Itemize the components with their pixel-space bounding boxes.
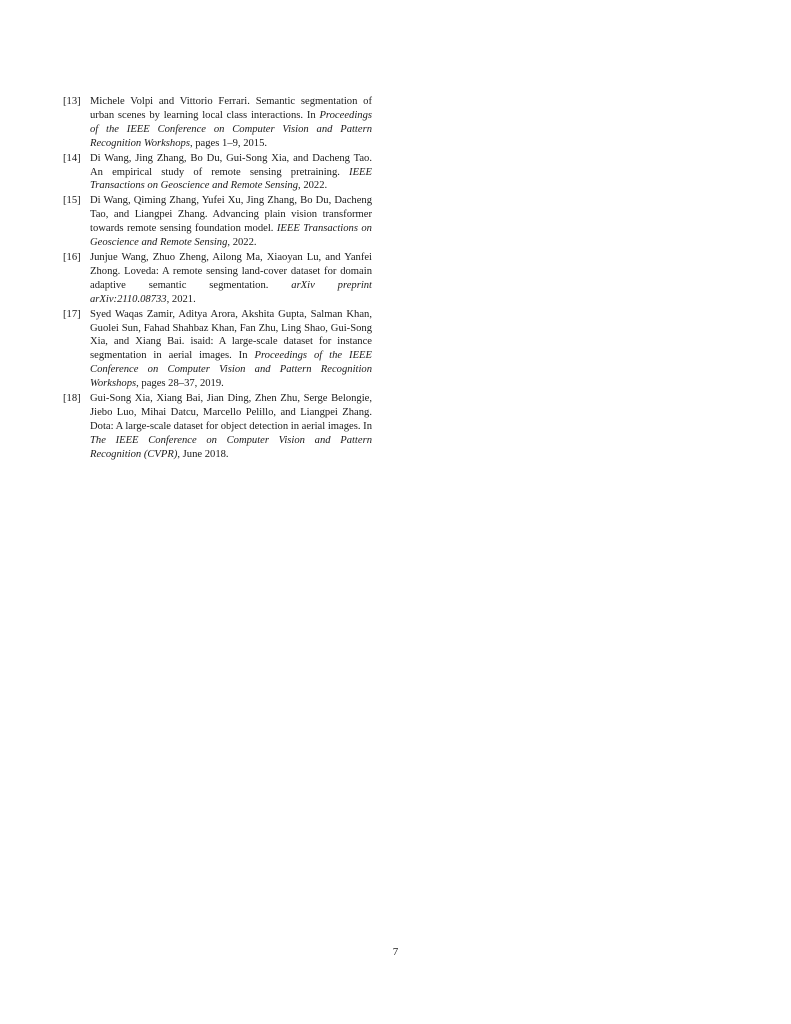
reference-text: Syed Waqas Zamir, Aditya Arora, Akshita Gupta, Salman Khan, Guolei Sun, Fahad Shahbaz Khan, Fan Zhu, Ling Shao, Gui-Song Xia, and Xiang Bai. isaid: A large-scale dataset for instance segmentation in aerial images. In — [90, 308, 372, 362]
reference-item — [63, 95, 372, 151]
reference-venue: IEEE Transactions on Geoscience and Remote Sensing — [90, 223, 372, 249]
reference-text: Junjue Wang, Zhuo Zheng, Ailong Ma, Xiaoyan Lu, and Yanfei Zhong. Loveda: A remote sensing land-cover dataset for domain adaptive semantic segmentation. — [90, 251, 372, 291]
reference-venue: IEEE Transactions on Geoscience and Remote Sensing — [90, 166, 372, 192]
reference-number: [15] — [63, 195, 81, 207]
reference-item — [63, 251, 372, 307]
reference-text: Di Wang, Jing Zhang, Bo Du, Gui-Song Xia, and Dacheng Tao. An empirical study of remote sensing pretraining. — [90, 152, 372, 178]
reference-item — [63, 152, 372, 194]
reference-venue: Proceedings of the IEEE Conference on Computer Vision and Pattern Recognition Workshops — [90, 109, 372, 149]
reference-text: Di Wang, Qiming Zhang, Yufei Xu, Jing Zhang, Bo Du, Dacheng Tao, and Liangpei Zhang. Advancing plain vision transformer towards remote sensing foundation model. — [90, 195, 372, 235]
reference-venue: Proceedings of the IEEE Conference on Computer Vision and Pattern Recognition Workshops — [90, 350, 372, 390]
reference-number: [17] — [63, 308, 81, 320]
reference-text: Gui-Song Xia, Xiang Bai, Jian Ding, Zhen Zhu, Serge Belongie, Jiebo Luo, Mihai Datcu, Marcello Pelillo, and Liangpei Zhang. Dota: A large-scale dataset for object detection in aerial images. In — [90, 393, 372, 432]
reference-venue: The IEEE Conference on Computer Vision and Pattern Recognition (CVPR) — [90, 434, 372, 460]
page-number: 7 — [392, 946, 399, 958]
reference-number: [16] — [63, 251, 81, 263]
reference-item — [63, 392, 372, 462]
reference-number: [13] — [63, 96, 81, 107]
reference-text: Michele Volpi and Vittorio Ferrari. Semantic segmentation of urban scenes by learning local class interactions. In — [90, 96, 372, 121]
reference-text: , 2021. — [166, 293, 196, 305]
reference-text: , pages 28–37, 2019. — [136, 378, 224, 390]
reference-text: , pages 1–9, 2015. — [189, 137, 268, 149]
reference-text: , 2022. — [227, 237, 257, 249]
reference-number: [18] — [63, 393, 81, 405]
reference-venue: arXiv preprint arXiv:2110.08733 — [90, 279, 372, 305]
reference-number: [14] — [63, 152, 81, 164]
reference-item — [63, 308, 372, 391]
reference-list — [63, 95, 372, 463]
reference-item — [63, 194, 372, 250]
reference-text: , June 2018. — [177, 448, 229, 460]
reference-text: , 2022. — [298, 180, 328, 192]
